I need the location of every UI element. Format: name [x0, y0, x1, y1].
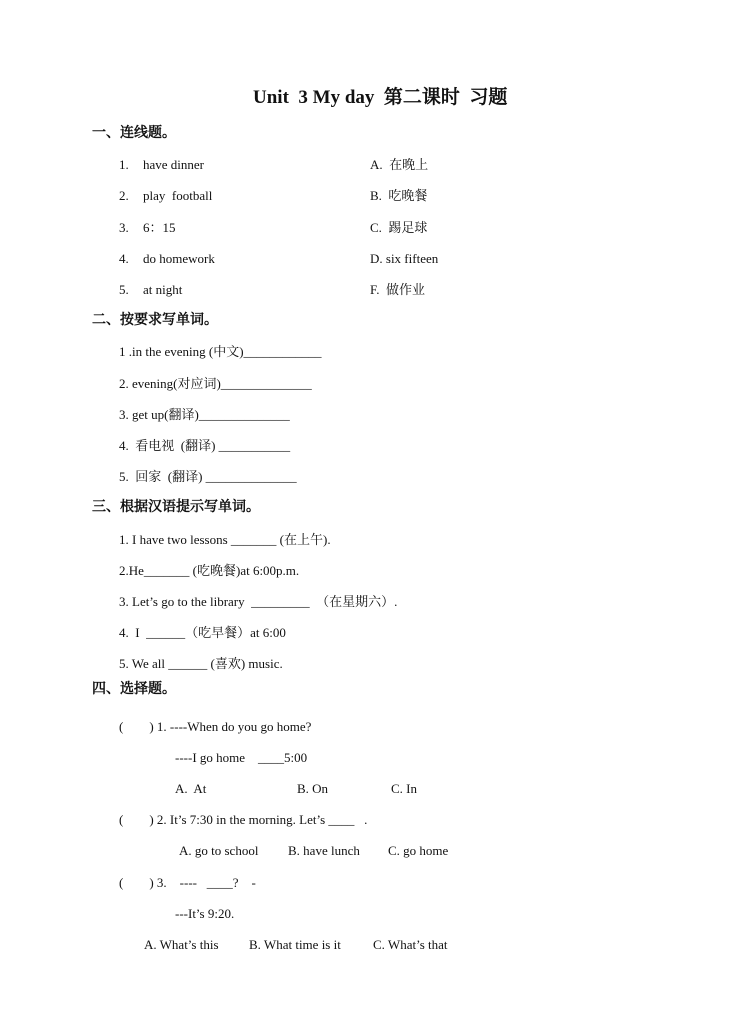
match-left-num-2: 2. — [119, 188, 129, 203]
choice-q2-option-a: A. go to school — [179, 843, 259, 858]
section-2-heading: 二、按要求写单词。 — [92, 313, 218, 328]
choice-q1-stem: ( ) 1. ----When do you go home? — [119, 719, 312, 734]
word-item-5: 5. 回家 (翻译) ______________ — [119, 469, 297, 484]
match-left-num-3: 3. — [119, 220, 129, 235]
match-left-text-3: 6：15 — [143, 220, 176, 235]
section-4-heading: 四、选择题。 — [92, 682, 176, 697]
match-right-3: C. 踢足球 — [370, 220, 428, 235]
choice-q2-option-c: C. go home — [388, 843, 449, 858]
match-left-num-4: 4. — [119, 251, 129, 266]
word-item-1: 1 .in the evening (中文)____________ — [119, 344, 322, 359]
match-left-text-4: do homework — [143, 251, 215, 266]
word-item-2: 2. evening(对应词)______________ — [119, 376, 312, 391]
match-left-text-5: at night — [143, 282, 183, 297]
hint-item-1: 1. I have two lessons _______ (在上午). — [119, 532, 331, 547]
choice-q2-option-b: B. have lunch — [288, 843, 360, 858]
word-item-4: 4. 看电视 (翻译) ___________ — [119, 438, 291, 453]
hint-item-3: 3. Let’s go to the library _________ （在星期六）. — [119, 594, 398, 609]
choice-q3-stem: ( ) 3. ---- ____? - — [119, 875, 256, 890]
choice-q3-option-c: C. What’s that — [373, 937, 448, 952]
match-right-5: F. 做作业 — [370, 282, 425, 297]
choice-q1-option-b: B. On — [297, 781, 329, 796]
hint-item-2: 2.He_______ (吃晚餐)at 6:00p.m. — [119, 563, 300, 578]
choice-q3-reply: ---It’s 9:20. — [175, 906, 235, 921]
choice-q3-option-a: A. What’s this — [144, 937, 219, 952]
choice-q1-reply: ----I go home ____5:00 — [175, 750, 308, 765]
match-right-2: B. 吃晚餐 — [370, 188, 428, 203]
section-1-heading: 一、连线题。 — [92, 126, 176, 141]
choice-q1-option-c: C. In — [391, 781, 417, 796]
hint-item-4: 4. I ______（吃早餐）at 6:00 — [119, 625, 286, 640]
match-right-4: D. six fifteen — [370, 251, 439, 266]
page-title: Unit 3 My day 第二课时 习题 — [253, 87, 508, 108]
match-left-num-1: 1. — [119, 157, 129, 172]
choice-q3-option-b: B. What time is it — [249, 937, 341, 952]
match-left-num-5: 5. — [119, 282, 129, 297]
match-right-1: A. 在晚上 — [370, 157, 429, 172]
match-left-text-1: have dinner — [143, 157, 205, 172]
hint-item-5: 5. We all ______ (喜欢) music. — [119, 656, 283, 671]
match-left-text-2: play football — [143, 188, 213, 203]
section-3-heading: 三、根据汉语提示写单词。 — [92, 500, 260, 515]
choice-q1-option-a: A. At — [175, 781, 207, 796]
word-item-3: 3. get up(翻译)______________ — [119, 407, 290, 422]
choice-q2-stem: ( ) 2. It’s 7:30 in the morning. Let’s ____ . — [119, 812, 368, 827]
